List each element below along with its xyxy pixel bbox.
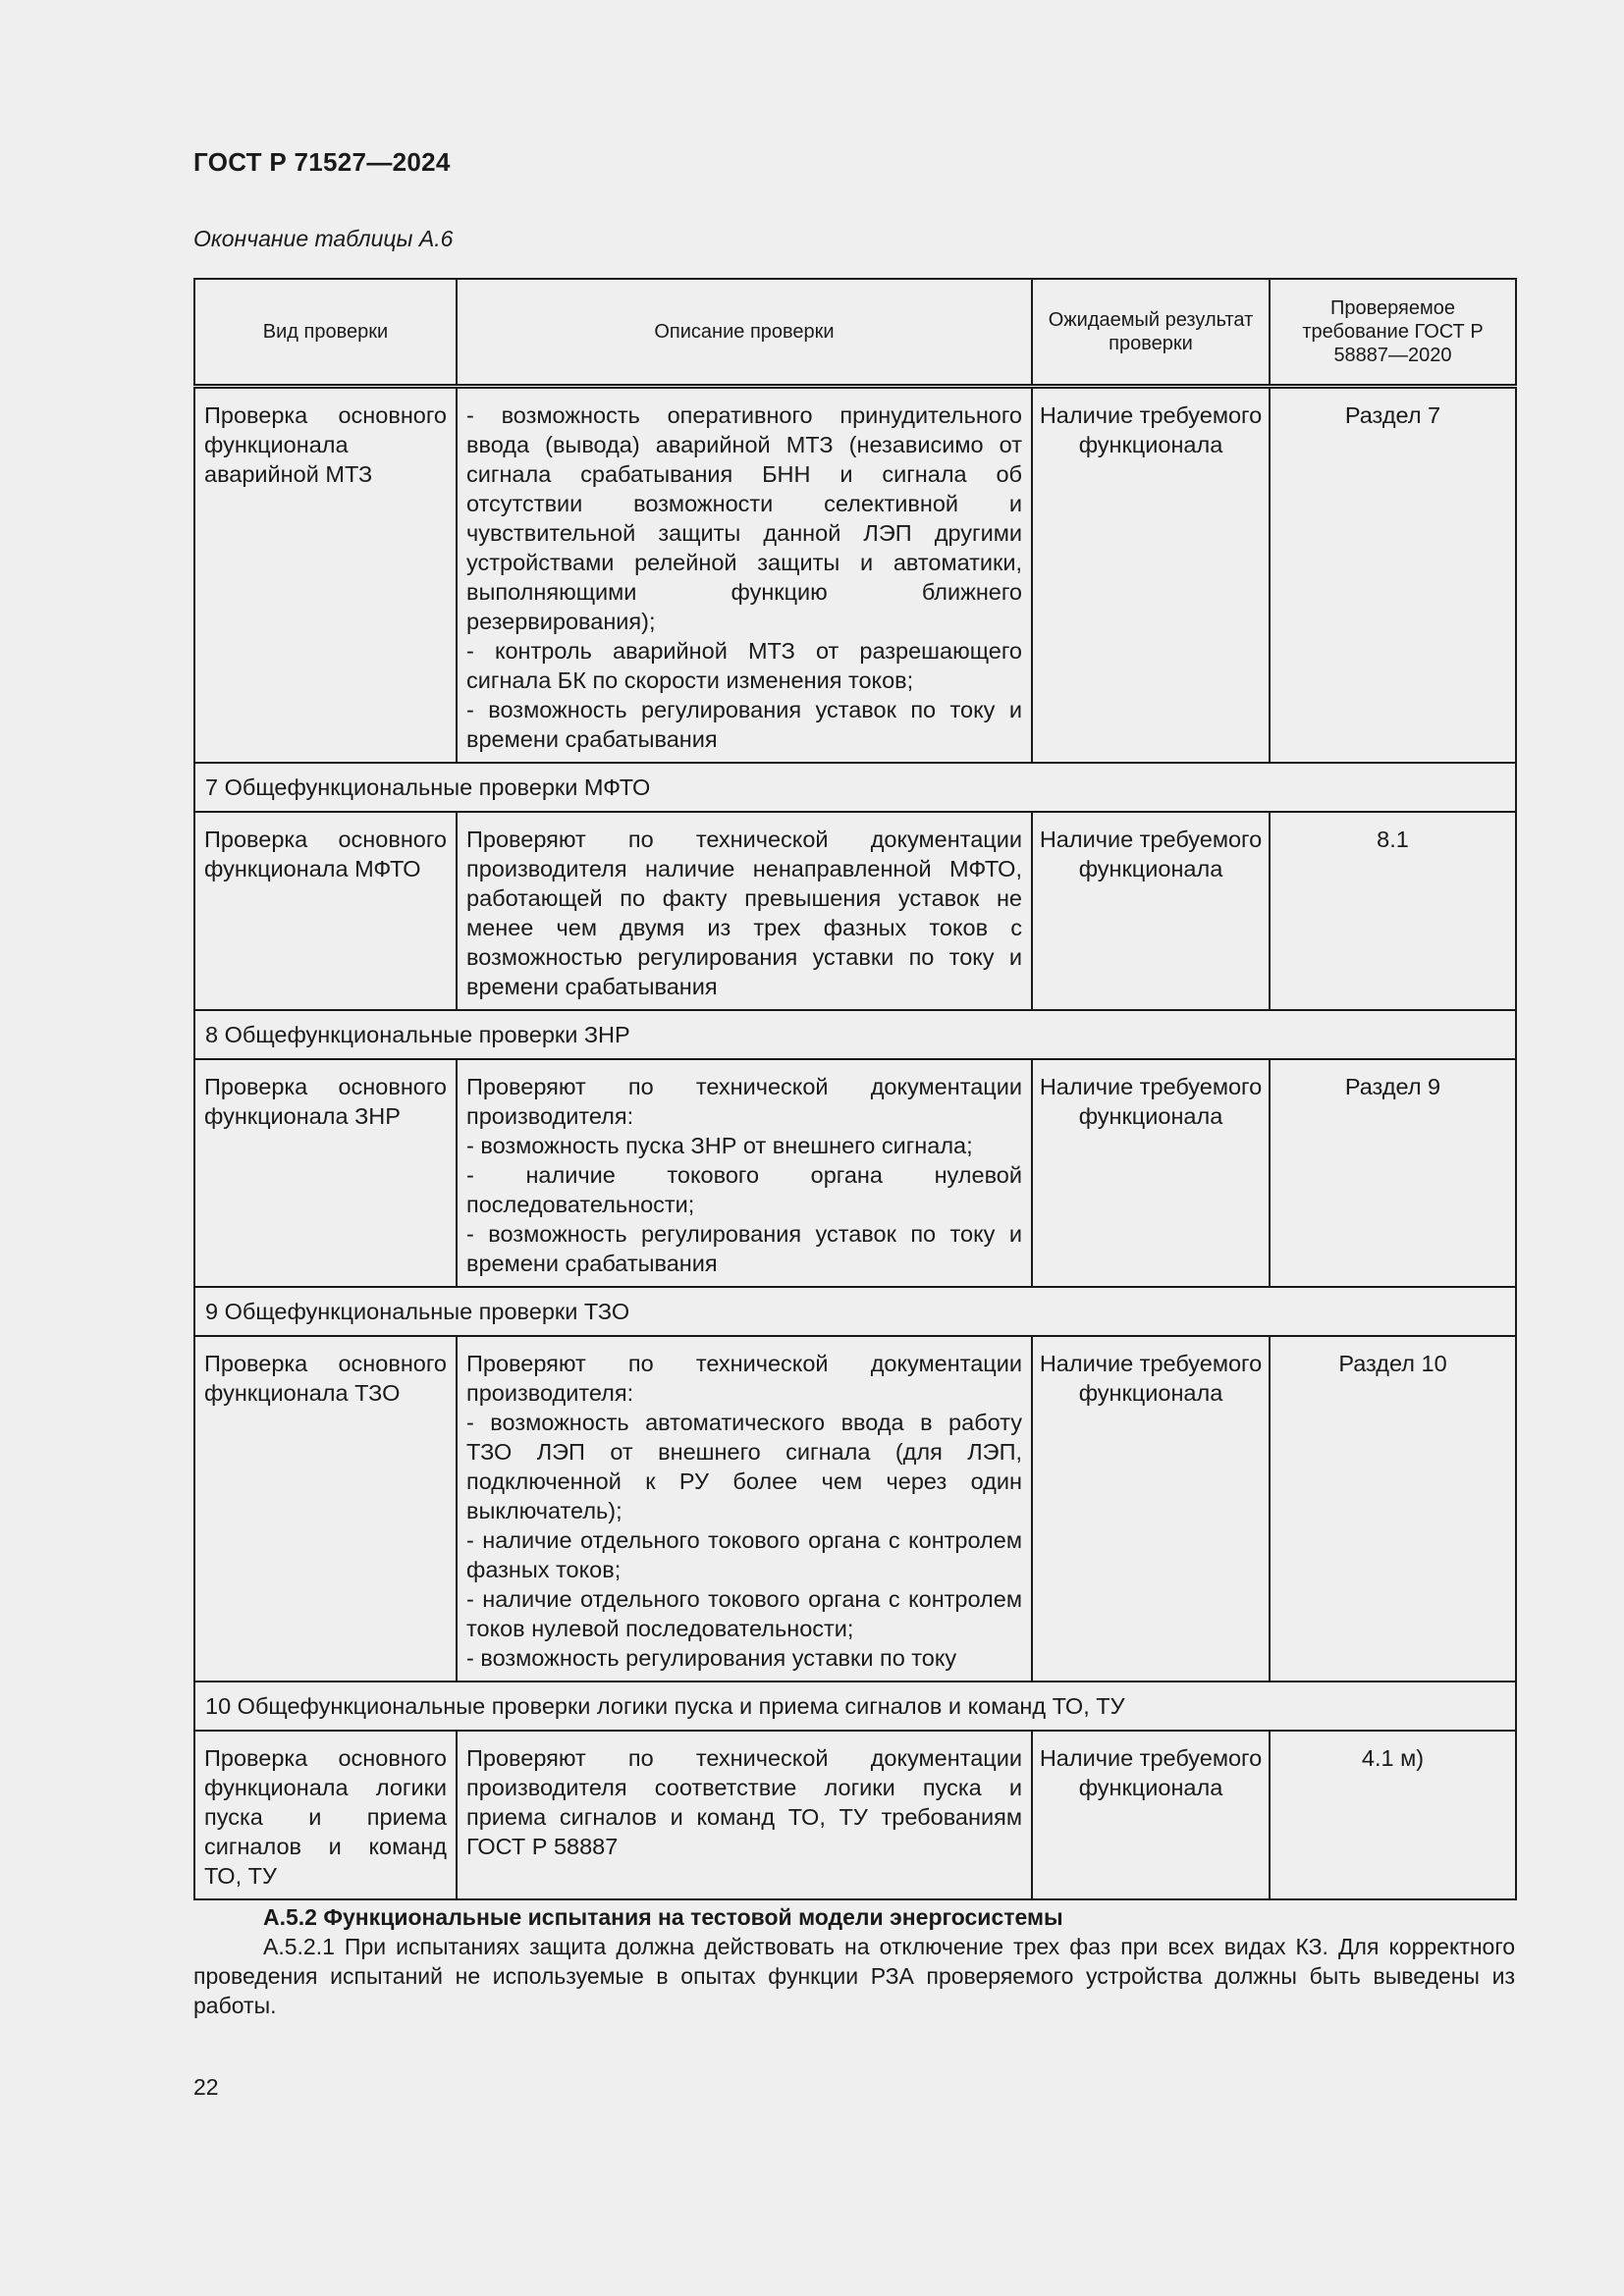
requirement-cell: 4.1 м) xyxy=(1270,1731,1516,1899)
section-label: 7 Общефункциональные проверки МФТО xyxy=(194,763,1516,812)
description-cell xyxy=(457,812,1032,1010)
description-line: Проверяют по технической документации производителя наличие ненаправленной МФТО, работающей по факту превышения уставок не менее чем двумя из трех фазных токов с возможностью регулирования уставки по току и времени срабатывания xyxy=(466,827,1022,999)
requirement-cell: Раздел 7 xyxy=(1270,387,1516,764)
section-row xyxy=(194,1010,1516,1059)
result-cell: Наличие требуемого функционала xyxy=(1032,812,1270,1010)
table-caption: Окончание таблицы А.6 xyxy=(193,226,454,251)
check-type-cell: Проверка основного функционала ЗНР xyxy=(194,1059,457,1287)
result-cell: Наличие требуемого функционала xyxy=(1032,1059,1270,1287)
requirement-cell: Раздел 9 xyxy=(1270,1059,1516,1287)
description-line: - возможность пуска ЗНР от внешнего сигнала; xyxy=(466,1133,973,1158)
result-cell: Наличие требуемого функционала xyxy=(1032,1731,1270,1899)
document-header: ГОСТ Р 71527—2024 xyxy=(193,147,451,177)
description-line: - возможность регулирования уставок по току и времени срабатывания xyxy=(466,1221,1022,1276)
description-line: - возможность регулирования уставки по току xyxy=(466,1645,957,1671)
table-row xyxy=(194,1336,1516,1682)
section-row xyxy=(194,1682,1516,1731)
column-header: Вид проверки xyxy=(194,279,457,387)
check-type-cell: Проверка основного функционала ТЗО xyxy=(194,1336,457,1682)
check-type-cell: Проверка основного функционала логики пуска и приема сигналов и команд ТО, ТУ xyxy=(194,1731,457,1899)
description-line: Проверяют по технической документации производителя: xyxy=(466,1074,1022,1129)
description-line: Проверяют по технической документации производителя: xyxy=(466,1351,1022,1406)
requirement-cell: Раздел 10 xyxy=(1270,1336,1516,1682)
description-line: - наличие отдельного токового органа с контролем токов нулевой последовательности; xyxy=(466,1586,1022,1641)
description-cell xyxy=(457,1731,1032,1899)
column-header: Проверяемое требование ГОСТ Р 58887—2020 xyxy=(1270,279,1516,387)
section-label: 8 Общефункциональные проверки ЗНР xyxy=(194,1010,1516,1059)
result-cell: Наличие требуемого функционала xyxy=(1032,387,1270,764)
description-line: Проверяют по технической документации производителя соответствие логики пуска и приема сигналов и команд ТО, ТУ требованиям ГОСТ Р 58887 xyxy=(466,1745,1022,1859)
description-cell xyxy=(457,1059,1032,1287)
section-label: 9 Общефункциональные проверки ТЗО xyxy=(194,1287,1516,1336)
result-cell: Наличие требуемого функционала xyxy=(1032,1336,1270,1682)
subsection-body xyxy=(193,1932,1515,2020)
description-cell xyxy=(457,387,1032,764)
check-type-cell: Проверка основного функционала аварийной МТЗ xyxy=(194,387,457,764)
description-line: - наличие токового органа нулевой последовательности; xyxy=(466,1162,1022,1217)
description-line: - возможность оперативного принудительного ввода (вывода) аварийной МТЗ (независимо от сигнала срабатывания БНН и сигнала об отсутствии возможности селективной и чувствительной защиты данной ЛЭП другими устройствами релейной защиты и автоматики, выполняющими функцию ближнего резервирования); xyxy=(466,402,1022,634)
page-number: 22 xyxy=(193,2074,219,2100)
requirement-cell: 8.1 xyxy=(1270,812,1516,1010)
column-header: Описание проверки xyxy=(457,279,1032,387)
section-label: 10 Общефункциональные проверки логики пуска и приема сигналов и команд ТО, ТУ xyxy=(194,1682,1516,1731)
checks-table xyxy=(193,278,1517,1900)
section-row xyxy=(194,1287,1516,1336)
description-line: - возможность регулирования уставок по току и времени срабатывания xyxy=(466,697,1022,752)
check-type-cell: Проверка основного функционала МФТО xyxy=(194,812,457,1010)
table-row xyxy=(194,812,1516,1010)
table-row xyxy=(194,1731,1516,1899)
subsection-body-text: А.5.2.1 При испытаниях защита должна действовать на отключение трех фаз при всех видах КЗ. Для корректного проведения испытаний не используемые в опытах функции РЗА проверяемого устройства должны быть выведены из работы. xyxy=(193,1934,1515,2018)
description-line: - наличие отдельного токового органа с контролем фазных токов; xyxy=(466,1527,1022,1582)
description-line: - возможность автоматического ввода в работу ТЗО ЛЭП от внешнего сигнала (для ЛЭП, подключенной к РУ более чем через один выключатель); xyxy=(466,1410,1022,1523)
description-cell xyxy=(457,1336,1032,1682)
table-header-row xyxy=(194,279,1516,387)
subsection-title xyxy=(193,1902,1515,1932)
subsection-title-text: А.5.2 Функциональные испытания на тестовой модели энергосистемы xyxy=(263,1904,1063,1930)
table-row xyxy=(194,387,1516,764)
table-row xyxy=(194,1059,1516,1287)
column-header: Ожидаемый результат проверки xyxy=(1032,279,1270,387)
section-row xyxy=(194,763,1516,812)
description-line: - контроль аварийной МТЗ от разрешающего сигнала БК по скорости изменения токов; xyxy=(466,638,1022,693)
